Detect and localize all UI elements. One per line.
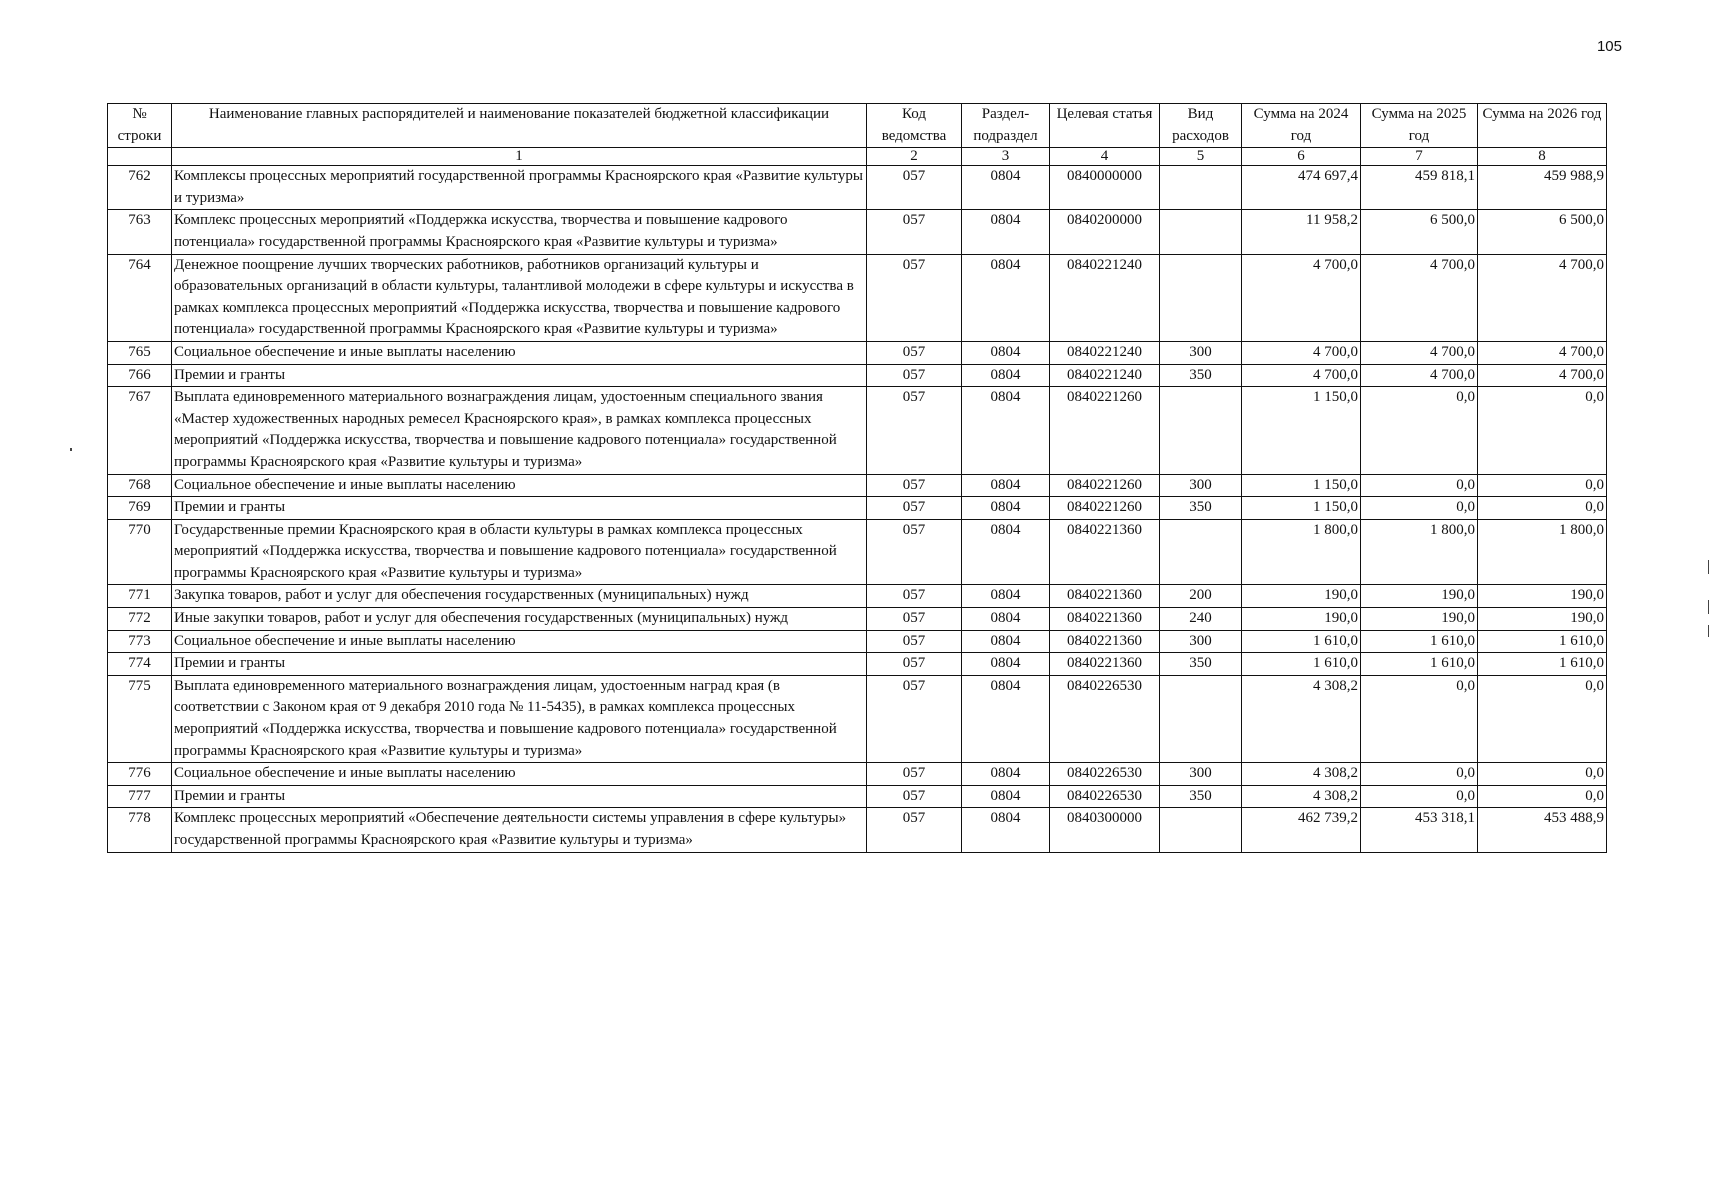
table-row [108, 387, 1607, 474]
expense-type: 200 [1160, 585, 1242, 608]
target-article: 0840221360 [1050, 653, 1160, 676]
department-code: 057 [867, 785, 962, 808]
department-code: 057 [867, 166, 962, 210]
row-name: Денежное поощрение лучших творческих работников, работников организаций культуры и образовательных организаций в области культуры, талантливой молодежи в сфере культуры и искусства в рамках комплекса процессных мероприятий «Поддержка искусства, творчества и повышение кадрового потенциала» государственной программы Красноярского края «Развитие культуры и туризма» [172, 254, 867, 341]
amount-2024: 1 800,0 [1242, 519, 1361, 585]
expense-type: 300 [1160, 474, 1242, 497]
table-row [108, 519, 1607, 585]
expense-type [1160, 166, 1242, 210]
row-number: 775 [108, 675, 172, 762]
target-article: 0840221360 [1050, 585, 1160, 608]
column-number-row [108, 148, 1607, 166]
section-code: 0804 [962, 166, 1050, 210]
amount-2026: 0,0 [1478, 675, 1607, 762]
department-code: 057 [867, 608, 962, 631]
expense-type: 300 [1160, 341, 1242, 364]
target-article: 0840221360 [1050, 630, 1160, 653]
amount-2026: 4 700,0 [1478, 341, 1607, 364]
row-number: 763 [108, 210, 172, 254]
table-row [108, 166, 1607, 210]
department-code: 057 [867, 341, 962, 364]
department-code: 057 [867, 474, 962, 497]
amount-2024: 1 610,0 [1242, 653, 1361, 676]
amount-2026: 1 800,0 [1478, 519, 1607, 585]
row-number: 765 [108, 341, 172, 364]
target-article: 0840221260 [1050, 387, 1160, 474]
row-number: 776 [108, 763, 172, 786]
section-code: 0804 [962, 808, 1050, 852]
row-number: 769 [108, 497, 172, 520]
header-cell: Сумма на 2026 год [1478, 104, 1607, 148]
expense-type [1160, 808, 1242, 852]
row-number: 772 [108, 608, 172, 631]
row-number: 764 [108, 254, 172, 341]
department-code: 057 [867, 364, 962, 387]
amount-2024: 1 150,0 [1242, 497, 1361, 520]
section-code: 0804 [962, 387, 1050, 474]
amount-2024: 1 150,0 [1242, 474, 1361, 497]
scan-mark [1708, 625, 1709, 637]
target-article: 0840226530 [1050, 763, 1160, 786]
header-cell: Код ведомства [867, 104, 962, 148]
column-number: 6 [1242, 148, 1361, 166]
row-name: Иные закупки товаров, работ и услуг для обеспечения государственных (муниципальных) нужд [172, 608, 867, 631]
table-row [108, 608, 1607, 631]
column-number: 8 [1478, 148, 1607, 166]
target-article: 0840221260 [1050, 497, 1160, 520]
amount-2024: 4 308,2 [1242, 763, 1361, 786]
amount-2025: 453 318,1 [1361, 808, 1478, 852]
section-code: 0804 [962, 497, 1050, 520]
department-code: 057 [867, 519, 962, 585]
header-cell: Сумма на 2024 год [1242, 104, 1361, 148]
department-code: 057 [867, 387, 962, 474]
department-code: 057 [867, 630, 962, 653]
amount-2026: 0,0 [1478, 785, 1607, 808]
header-cell: Раздел-подраздел [962, 104, 1050, 148]
department-code: 057 [867, 763, 962, 786]
column-number: 5 [1160, 148, 1242, 166]
row-name: Комплекс процессных мероприятий «Поддержка искусства, творчества и повышение кадрового потенциала» государственной программы Красноярского края «Развитие культуры и туризма» [172, 210, 867, 254]
expense-type: 300 [1160, 630, 1242, 653]
department-code: 057 [867, 254, 962, 341]
section-code: 0804 [962, 763, 1050, 786]
department-code: 057 [867, 653, 962, 676]
amount-2024: 190,0 [1242, 585, 1361, 608]
scan-mark [1708, 560, 1709, 574]
table-row [108, 474, 1607, 497]
row-number: 777 [108, 785, 172, 808]
row-name: Социальное обеспечение и иные выплаты населению [172, 763, 867, 786]
section-code: 0804 [962, 254, 1050, 341]
expense-type [1160, 210, 1242, 254]
amount-2025: 190,0 [1361, 608, 1478, 631]
amount-2026: 0,0 [1478, 763, 1607, 786]
row-name: Премии и гранты [172, 364, 867, 387]
target-article: 0840200000 [1050, 210, 1160, 254]
header-cell: Вид расходов [1160, 104, 1242, 148]
amount-2024: 11 958,2 [1242, 210, 1361, 254]
row-number: 774 [108, 653, 172, 676]
header-cell: Наименование главных распорядителей и наименование показателей бюджетной классификации [172, 104, 867, 148]
target-article: 0840000000 [1050, 166, 1160, 210]
amount-2025: 6 500,0 [1361, 210, 1478, 254]
amount-2025: 4 700,0 [1361, 341, 1478, 364]
expense-type: 300 [1160, 763, 1242, 786]
table-row [108, 808, 1607, 852]
table-row [108, 653, 1607, 676]
amount-2024: 462 739,2 [1242, 808, 1361, 852]
row-name: Социальное обеспечение и иные выплаты населению [172, 630, 867, 653]
row-name: Комплексы процессных мероприятий государственной программы Красноярского края «Развитие культуры и туризма» [172, 166, 867, 210]
target-article: 0840221260 [1050, 474, 1160, 497]
table-row [108, 254, 1607, 341]
target-article: 0840300000 [1050, 808, 1160, 852]
table-body [108, 166, 1607, 852]
amount-2025: 0,0 [1361, 785, 1478, 808]
table-row [108, 210, 1607, 254]
department-code: 057 [867, 675, 962, 762]
amount-2025: 0,0 [1361, 675, 1478, 762]
amount-2026: 6 500,0 [1478, 210, 1607, 254]
target-article: 0840221240 [1050, 364, 1160, 387]
amount-2026: 459 988,9 [1478, 166, 1607, 210]
section-code: 0804 [962, 653, 1050, 676]
expense-type [1160, 387, 1242, 474]
expense-type [1160, 519, 1242, 585]
row-name: Премии и гранты [172, 785, 867, 808]
table-row [108, 630, 1607, 653]
target-article: 0840226530 [1050, 675, 1160, 762]
amount-2024: 4 700,0 [1242, 254, 1361, 341]
department-code: 057 [867, 497, 962, 520]
table-row [108, 763, 1607, 786]
column-number: 1 [172, 148, 867, 166]
header-cell: Сумма на 2025 год [1361, 104, 1478, 148]
column-number: 3 [962, 148, 1050, 166]
header-row [108, 104, 1607, 148]
row-number: 778 [108, 808, 172, 852]
amount-2024: 4 308,2 [1242, 785, 1361, 808]
expense-type [1160, 254, 1242, 341]
scan-mark [1708, 600, 1709, 614]
amount-2024: 4 700,0 [1242, 341, 1361, 364]
amount-2025: 459 818,1 [1361, 166, 1478, 210]
expense-type: 350 [1160, 364, 1242, 387]
table-row [108, 675, 1607, 762]
row-name: Премии и гранты [172, 497, 867, 520]
page-number: 105 [1596, 38, 1622, 55]
table-row [108, 785, 1607, 808]
header-cell: № строки [108, 104, 172, 148]
amount-2026: 0,0 [1478, 387, 1607, 474]
column-number: 4 [1050, 148, 1160, 166]
row-number: 768 [108, 474, 172, 497]
section-code: 0804 [962, 341, 1050, 364]
amount-2024: 474 697,4 [1242, 166, 1361, 210]
row-number: 767 [108, 387, 172, 474]
amount-2026: 1 610,0 [1478, 653, 1607, 676]
section-code: 0804 [962, 519, 1050, 585]
amount-2024: 1 150,0 [1242, 387, 1361, 474]
row-name: Комплекс процессных мероприятий «Обеспечение деятельности системы управления в сфере культуры» государственной программы Красноярского края «Развитие культуры и туризма» [172, 808, 867, 852]
amount-2026: 0,0 [1478, 497, 1607, 520]
amount-2025: 4 700,0 [1361, 364, 1478, 387]
target-article: 0840221360 [1050, 519, 1160, 585]
column-number: 2 [867, 148, 962, 166]
row-name: Закупка товаров, работ и услуг для обеспечения государственных (муниципальных) нужд [172, 585, 867, 608]
expense-type [1160, 675, 1242, 762]
amount-2026: 1 610,0 [1478, 630, 1607, 653]
section-code: 0804 [962, 785, 1050, 808]
target-article: 0840221240 [1050, 254, 1160, 341]
row-number: 770 [108, 519, 172, 585]
amount-2024: 1 610,0 [1242, 630, 1361, 653]
amount-2026: 190,0 [1478, 608, 1607, 631]
amount-2025: 1 610,0 [1361, 630, 1478, 653]
amount-2026: 0,0 [1478, 474, 1607, 497]
row-number: 762 [108, 166, 172, 210]
amount-2024: 4 308,2 [1242, 675, 1361, 762]
section-code: 0804 [962, 210, 1050, 254]
amount-2025: 190,0 [1361, 585, 1478, 608]
row-number: 773 [108, 630, 172, 653]
amount-2024: 4 700,0 [1242, 364, 1361, 387]
row-name: Государственные премии Красноярского края в области культуры в рамках комплекса процессных мероприятий «Поддержка искусства, творчества и повышение кадрового потенциала» государственной программы Красноярского края «Развитие культуры и туризма» [172, 519, 867, 585]
amount-2024: 190,0 [1242, 608, 1361, 631]
table-row [108, 364, 1607, 387]
table-row [108, 341, 1607, 364]
amount-2025: 0,0 [1361, 474, 1478, 497]
amount-2026: 4 700,0 [1478, 254, 1607, 341]
expense-type: 350 [1160, 653, 1242, 676]
row-number: 766 [108, 364, 172, 387]
header-cell: Целевая статья [1050, 104, 1160, 148]
table-row [108, 497, 1607, 520]
budget-table [107, 103, 1607, 853]
amount-2025: 1 610,0 [1361, 653, 1478, 676]
scan-mark [70, 448, 72, 451]
target-article: 0840221360 [1050, 608, 1160, 631]
section-code: 0804 [962, 474, 1050, 497]
section-code: 0804 [962, 364, 1050, 387]
amount-2025: 0,0 [1361, 763, 1478, 786]
amount-2025: 1 800,0 [1361, 519, 1478, 585]
expense-type: 350 [1160, 785, 1242, 808]
amount-2026: 453 488,9 [1478, 808, 1607, 852]
amount-2025: 4 700,0 [1361, 254, 1478, 341]
expense-type: 350 [1160, 497, 1242, 520]
amount-2025: 0,0 [1361, 387, 1478, 474]
department-code: 057 [867, 585, 962, 608]
column-number [108, 148, 172, 166]
amount-2026: 190,0 [1478, 585, 1607, 608]
section-code: 0804 [962, 585, 1050, 608]
department-code: 057 [867, 210, 962, 254]
row-name: Выплата единовременного материального вознаграждения лицам, удостоенным специального звания «Мастер художественных народных ремесел Красноярского края», в рамках комплекса процессных мероприятий «Поддержка искусства, творчества и повышение кадрового потенциала» государственной программы Красноярского края «Развитие культуры и туризма» [172, 387, 867, 474]
table-row [108, 585, 1607, 608]
amount-2025: 0,0 [1361, 497, 1478, 520]
row-name: Социальное обеспечение и иные выплаты населению [172, 341, 867, 364]
section-code: 0804 [962, 675, 1050, 762]
row-name: Выплата единовременного материального вознаграждения лицам, удостоенным наград края (в соответствии с Законом края от 9 декабря 2010 года № 11-5435), в рамках комплекса процессных мероприятий «Поддержка искусства, творчества и повышение кадрового потенциала» государственной программы Красноярского края «Развитие культуры и туризма» [172, 675, 867, 762]
row-name: Премии и гранты [172, 653, 867, 676]
row-number: 771 [108, 585, 172, 608]
target-article: 0840226530 [1050, 785, 1160, 808]
expense-type: 240 [1160, 608, 1242, 631]
column-number: 7 [1361, 148, 1478, 166]
section-code: 0804 [962, 608, 1050, 631]
amount-2026: 4 700,0 [1478, 364, 1607, 387]
row-name: Социальное обеспечение и иные выплаты населению [172, 474, 867, 497]
section-code: 0804 [962, 630, 1050, 653]
department-code: 057 [867, 808, 962, 852]
target-article: 0840221240 [1050, 341, 1160, 364]
